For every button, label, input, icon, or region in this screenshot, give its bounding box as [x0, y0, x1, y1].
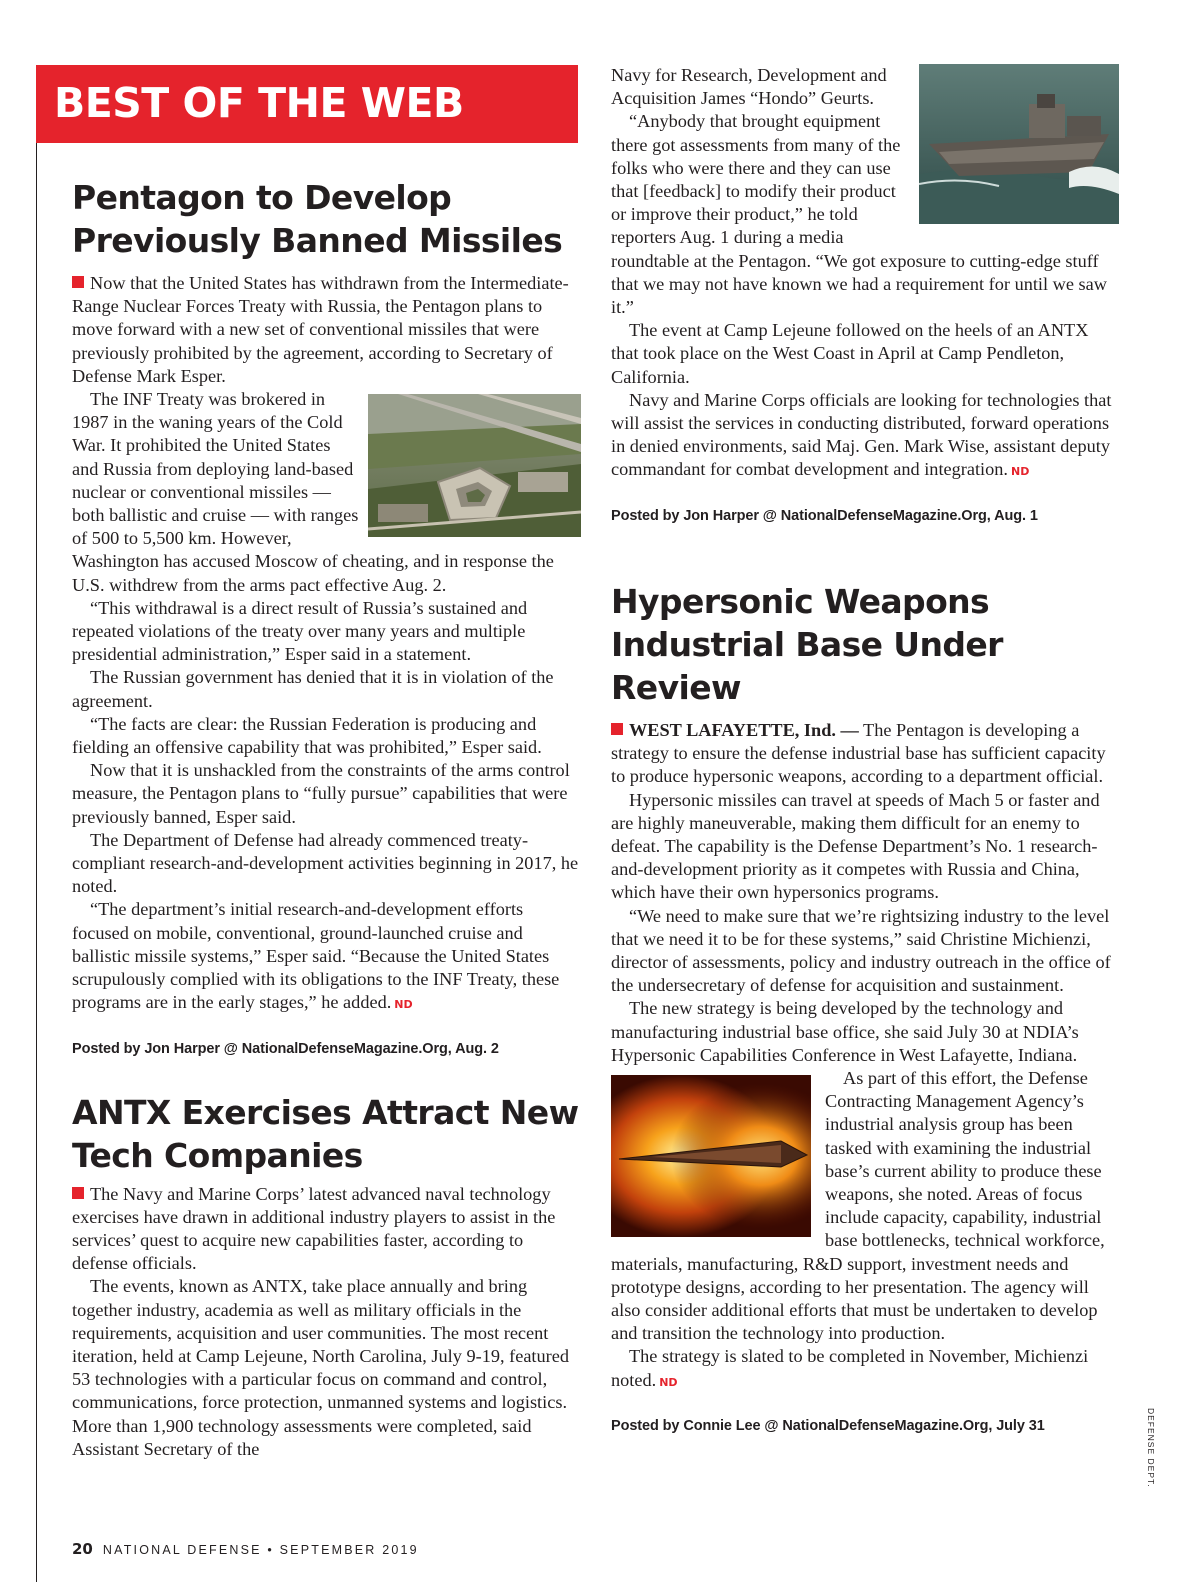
- article-paragraph: “The department’s initial research-and-development efforts focused on mobile, conventional, ground-launched cruise and ballistic missile systems,” Esper said. “Because the United States scrupulously complied with its obligations to the INF Treaty, these programs are in the early stages,” he added. ND: [72, 899, 560, 1013]
- article-paragraph: “The facts are clear: the Russian Federation is producing and fielding an offensive capability that was prohibited,” Esper said.: [72, 713, 542, 758]
- page-footer: [72, 1540, 419, 1559]
- article-paragraph: Navy for Research, Development and Acquisition James “Hondo” Geurts.: [611, 65, 887, 109]
- photo-credit-text: DEFENSE DEPT.: [1146, 1408, 1156, 1488]
- pentagon-aerial-photo: [368, 394, 581, 537]
- right-column-top: [611, 64, 1119, 524]
- article-headline: ANTX Exercises Attract New Tech Companies: [72, 1092, 579, 1175]
- article-byline: Posted by Jon Harper @ NationalDefenseMagazine.Org, Aug. 1: [611, 507, 1038, 524]
- photo-credit: [1146, 1408, 1158, 1488]
- article-paragraph: Hypersonic missiles can travel at speeds of Mach 5 or faster and are highly maneuverable, making them difficult for an enemy to defeat. The capability is the Defense Department’s No. 1 research-and-development priority as it competes with Russia and China, which have their own hypersonics programs.: [611, 789, 1100, 903]
- article-headline: Pentagon to Develop Previously Banned Missiles: [72, 178, 563, 260]
- article-paragraph: As part of this effort, the Defense Contracting Management Agency’s industrial analysis group has been tasked with examining the industrial base’s current ability to produce these weapons, she noted. Areas of focus include capacity, capability, industrial base bottlenecks, technical workforce, materials, manufacturing, R&D support, investment needs and prototype designs, according to her presentation. The agency will also consider additional efforts that must be undertaken to develop and transition the technology into production.: [611, 1068, 1105, 1344]
- article-paragraph: Now that it is unshackled from the constraints of the arms control measure, the Pentagon plans to “fully pursue” capabilities that were previously banned, Esper said.: [72, 760, 570, 827]
- article-paragraph: Now that the United States has withdrawn from the Intermediate-Range Nuclear Forces Treaty with Russia, the Pentagon plans to move forward with a new set of conventional missiles that were previously prohibited by the agreement, according to Secretary of Defense Mark Esper.: [72, 273, 569, 386]
- article-headline: Hypersonic Weapons Industrial Base Under Review: [611, 582, 1003, 707]
- article-paragraph: The event at Camp Lejeune followed on the heels of an ANTX that took place on the West Coast in April at Camp Pendleton, California.: [611, 320, 1089, 387]
- end-mark: ND: [394, 998, 413, 1012]
- article-byline: Posted by Jon Harper @ NationalDefenseMagazine.Org, Aug. 2: [72, 1040, 499, 1057]
- article-paragraph: The new strategy is being developed by the technology and manufacturing industrial base office, she said July 30 at NDIA’s Hypersonic Capabilities Conference in West Lafayette, Indiana.: [611, 998, 1079, 1065]
- left-column: [72, 176, 581, 1461]
- article-paragraph: The Department of Defense had already commenced treaty-compliant research-and-development activities beginning in 2017, he noted.: [72, 829, 579, 897]
- article-paragraph: The events, known as ANTX, take place annually and bring together industry, academia as well as military officials in the requirements, acquisition and user communities. The most recent iteration, held at Camp Lejeune, North Carolina, July 9-19, featured 53 technologies with a particular focus on command and control, communications, force protection, unmanned systems and logistics. More than 1,900 technology assessments were completed, said Assistant Secretary of the: [72, 1276, 569, 1459]
- article-paragraph: Navy and Marine Corps officials are looking for technologies that will assist the services in conducting distributed, forward operations in denied environments, said Maj. Gen. Mark Wise, assistant deputy commandant for combat development and integration. ND: [611, 389, 1112, 480]
- article-paragraph: The Navy and Marine Corps’ latest advanced naval technology exercises have drawn in additional industry players to assist in the services’ quest to acquire new capabilities faster, according to defense officials.: [72, 1183, 556, 1274]
- right-column-bottom: [611, 580, 1119, 1434]
- article-hypersonic: [611, 580, 1119, 1434]
- section-banner: [36, 65, 578, 143]
- unmanned-boat-photo: [919, 64, 1119, 224]
- article-paragraph: “This withdrawal is a direct result of Russia’s sustained and repeated violations of the treaty over many years and multiple presidential administration,” Esper said in a statement.: [72, 597, 528, 665]
- article-paragraph: The INF Treaty was brokered in 1987 in the waning years of the Cold War. It prohibited the United States and Russia from deploying land-based nuclear or conventional missiles — both ballistic and cruise — with ranges of 500 to 5,500 km. However, Washington has accused Moscow of cheating, and in response the U.S. withdrew from the arms pact effective Aug. 2.: [72, 388, 581, 597]
- left-rule: [36, 110, 37, 1582]
- publication-info: NATIONAL DEFENSE • SEPTEMBER 2019: [102, 1543, 419, 1557]
- article-byline: Posted by Connie Lee @ NationalDefenseMagazine.Org, July 31: [611, 1417, 1045, 1434]
- article-dateline: WEST LAFAYETTE, Ind. —: [629, 720, 859, 740]
- red-square-bullet-icon: [611, 723, 623, 735]
- article-paragraph: “We need to make sure that we’re rightsizing industry to the level that we need it to be for these systems,” said Christine Michienzi, director of assessments, policy and industry outreach in the office of the undersecretary of defense for acquisition and sustainment.: [611, 905, 1111, 996]
- red-square-bullet-icon: [72, 1187, 84, 1199]
- article-paragraph: The strategy is slated to be completed in November, Michienzi noted. ND: [611, 1346, 1089, 1390]
- article-antx: [72, 1091, 581, 1461]
- article-pentagon-missiles: [72, 176, 581, 1057]
- end-mark: ND: [659, 1375, 678, 1389]
- article-paragraph: “Anybody that brought equipment there got assessments from many of the folks who were there and they can use that [feedback] to modify their product or improve their product,” he told reporters Aug. 1 during a media roundtable at the Pentagon. “We got exposure to cutting-edge stuff that we may not have known we had a requirement for until we saw it.”: [611, 111, 1107, 318]
- article-paragraph: WEST LAFAYETTE, Ind. — The Pentagon is developing a strategy to ensure the defense industrial base has sufficient capacity to produce hypersonic weapons, according to a department official.: [611, 720, 1106, 787]
- red-square-bullet-icon: [72, 276, 84, 288]
- end-mark: ND: [1010, 465, 1030, 479]
- page-number: 20: [72, 1540, 93, 1558]
- hypersonic-missile-photo: [611, 1075, 811, 1237]
- section-banner-title: BEST OF THE WEB: [54, 79, 464, 127]
- article-paragraph: The Russian government has denied that it is in violation of the agreement.: [72, 667, 554, 711]
